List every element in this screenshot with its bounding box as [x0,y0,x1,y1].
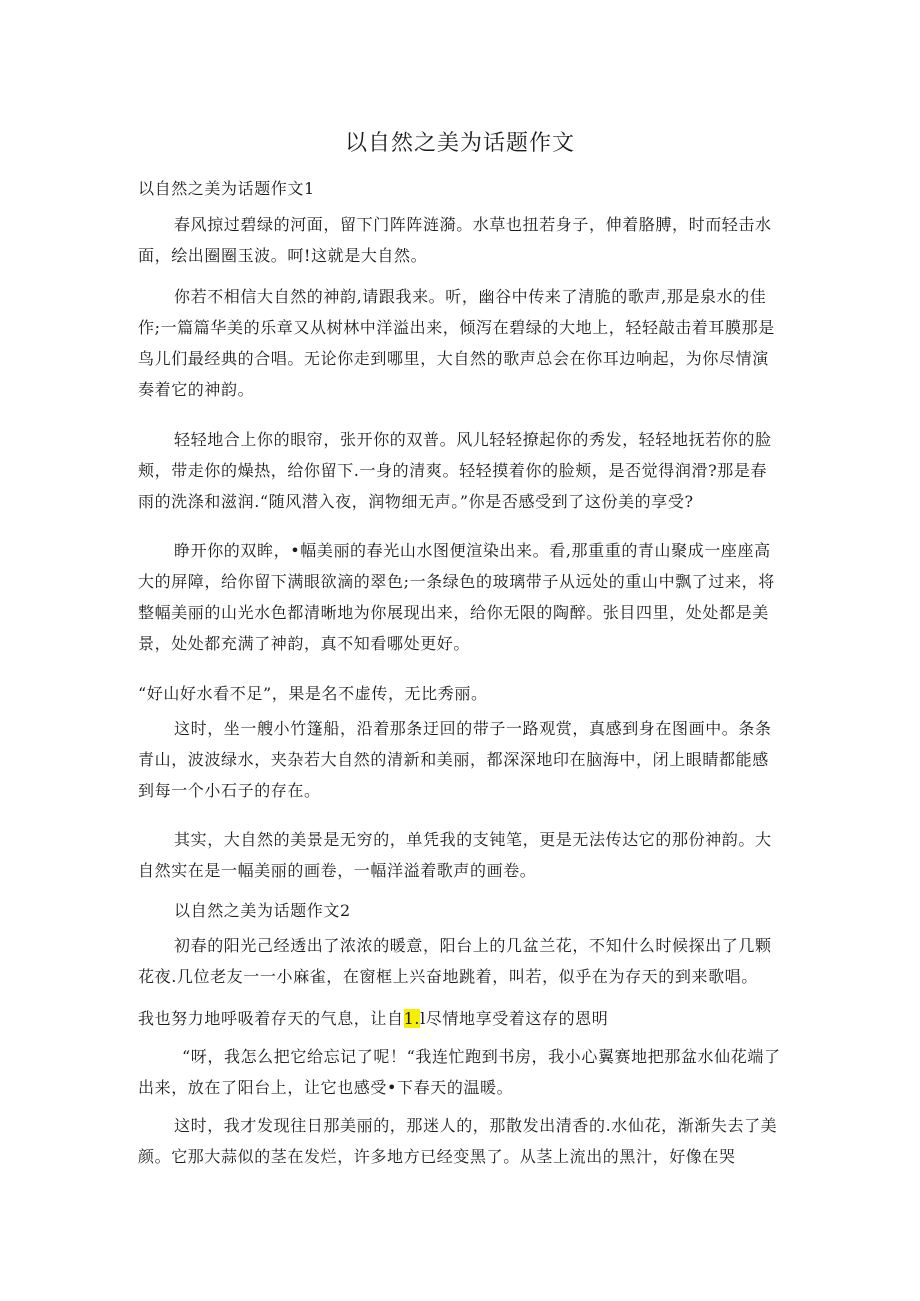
section-heading-1: 以自然之美为话题作文1 [138,179,315,198]
paragraph-11: 这时，我才发现往日那美丽的，那迷人的，那散发出清香的.水仙花，渐渐失去了美颜。它那大蒜似的茎在发烂，许多地方已经变黑了。从茎上流出的黑汁，好像在哭 [138,1116,778,1166]
paragraph-6: 这时，坐一艘小竹篷船，沿着那条迂回的带子一路观赏，真感到身在图画中。条条青山，波波绿水，夹杂若大自然的清新和美丽，都深深地印在脑海中，闭上眼睛都能感到每一个小石子的存在。 [138,719,772,800]
highlighted-mark: 1. [403,1009,421,1028]
paragraph-9-text-start: 我也努力地呼吸着存天的气息，让自 [138,1009,404,1028]
paragraph-9-text-end: l尽情地享受着这存的恩明 [420,1009,609,1028]
paragraph-9 [138,1003,782,1034]
paragraph-10: “呀，我怎么把它给忘记了呢！“我连忙跑到书房，我小心翼赛地把那盆水仙花端了出来，放在了阳台上，让它也感受•下春天的温暖。 [138,1047,781,1097]
paragraph-1: 春风掠过碧绿的河面，留下门阵阵涟漪。水草也扭若身子，伸着胳膊，时而轻击水面，绘出圈圈玉波。呵!这就是大自然。 [138,215,772,265]
paragraph-2: 你若不相信大自然的神韵,请跟我来。听，幽谷中传来了清脆的歌声,那是泉水的佳作;一篇篇华美的乐章又从树林中洋溢出来，倾泻在碧绿的大地上，轻轻敲击着耳膜那是鸟儿们最经典的合唱。无论你走到哪里，大自然的歌声总会在你耳边响起，为你尽情演奏着它的神韵。 [138,287,775,399]
paragraph-8: 初春的阳光己经透出了浓浓的暖意，阳台上的几盆兰花，不知什么时候探出了几颗花夜.几位老友一一小麻雀，在窗框上兴奋地跳着，叫若，似乎在为存天的到来歌唱。 [138,936,772,986]
paragraph-3: 轻轻地合上你的眼帘，张开你的双普。风儿轻轻撩起你的秀发，轻轻地抚若你的脸颊，带走你的燥热，给你留下.一身的清爽。轻轻摸着你的脸颊，是否觉得润滑?那是春雨的洗涤和滋润.“随风潜入夜，润物细无声。”你是否感受到了这份美的享受? [138,430,772,511]
paragraph-7: 其实，大自然的美景是无穷的，单凭我的支钝笔，更是无法传达它的那份神韵。大自然实在是一幅美丽的画卷，一幅洋溢着歌声的画卷。 [138,830,772,880]
paragraph-5: “好山好水看不足”，果是名不虚传，无比秀丽。 [138,684,488,703]
document-title: 以自然之美为话题作文 [344,131,575,156]
paragraph-4: 睁开你的双眸，•幅美丽的春光山水图便渲染出来。看,那重重的青山聚成一座座高大的屏障，给你留下满眼欲滴的翠色;一条绿色的玻璃带子从远处的重山中飘了过来，将整幅美丽的山光水色都清晰地为你展现出来，给你无限的陶醉。张目四里，处处都是美景，处处都充满了神韵，真不知看哪处更好。 [138,541,775,653]
section-heading-2: 以自然之美为话题作文2 [174,901,351,920]
